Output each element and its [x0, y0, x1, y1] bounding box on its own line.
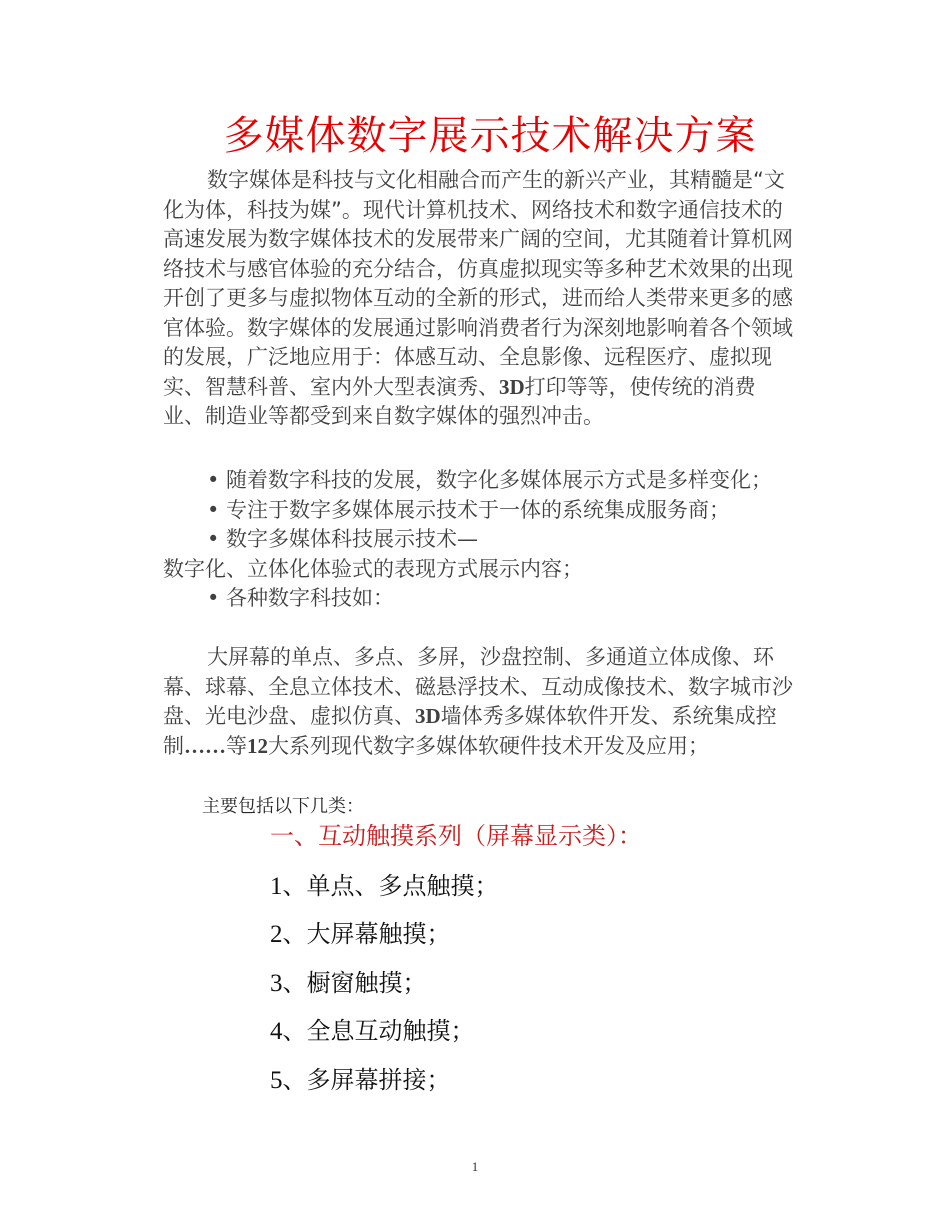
- list-item-text: 、多屏幕拼接；: [282, 1065, 451, 1094]
- bullet-item-3: • 数字多媒体科技展示技术—: [207, 527, 479, 551]
- bullet-item-1: • 随着数字科技的发展，数字化多媒体展示方式是多样变化；: [207, 468, 773, 492]
- tech-paragraph: [163, 643, 795, 761]
- list-item: [270, 1011, 499, 1059]
- list-item-text: 、大屏幕触摸；: [282, 920, 451, 949]
- bullet-item-2: • 专注于数字多媒体展示技术于一体的系统集成服务商；: [207, 497, 731, 522]
- sub-intro-line: 主要包括以下几类：: [202, 796, 364, 817]
- tech-text-part4: 大系列现代数字多媒体软硬件技术开发及应用；: [268, 733, 709, 758]
- list-item-number: 4: [270, 1018, 283, 1046]
- list-item-number: 2: [270, 921, 283, 949]
- list-item: [270, 914, 499, 962]
- bullet-list: [163, 466, 795, 614]
- tech-text-part3: 等: [226, 733, 247, 758]
- intro-text-part2: 打印等等，使传统的消费业、制造业等都受到来自数字媒体的强烈冲击。: [163, 374, 756, 428]
- list-item-number: 3: [270, 969, 283, 997]
- tech-text-part2: 墙体秀多媒体软件开发、系统集成控制: [163, 704, 777, 758]
- tech-text-part1: 大屏幕的单点、多点、多屏，沙盘控制、多通道立体成像、环幕、球幕、全息立体技术、磁悬浮技术、互动成像技术、数字城市沙盘、光电沙盘、虚拟仿真、: [163, 645, 793, 728]
- document-title: 多媒体数字展示技术解决方案: [223, 113, 757, 159]
- numbered-list: [270, 866, 499, 1108]
- bullet-item-3-continuation: 数字化、立体化体验式的表现方式展示内容；: [163, 556, 583, 581]
- list-item: [270, 963, 499, 1011]
- list-item: [270, 1060, 499, 1108]
- list-item-number: 1: [270, 873, 283, 900]
- intro-paragraph: [163, 166, 795, 432]
- list-item-text: 、单点、多点触摸；: [282, 872, 499, 900]
- list-item-text: 、橱窗触摸；: [282, 968, 427, 997]
- bullet-item-4: • 各种数字科技如：: [207, 586, 395, 610]
- section-heading: 一、互动触摸系列（屏幕显示类）：: [270, 822, 642, 850]
- list-item: [270, 866, 499, 914]
- tech-latin-12: 12: [247, 733, 268, 758]
- intro-latin-3d: 3D: [499, 374, 525, 399]
- page-number: 1: [471, 1159, 479, 1174]
- tech-latin-ellipsis: ……: [184, 733, 226, 758]
- intro-text-part1: 数字媒体是科技与文化相融合而产生的新兴产业，其精髓是“文化为体，科技为媒”。现代计算机技术、网络技术和数字通信技术的高速发展为数字媒体技术的发展带来广阔的空间，尤其随着计算机网络技术与感官体验的充分结合，仿真虚拟现实等多种艺术效果的出现开创了更多与虚拟物体互动的全新的形式，进而给人类带来更多的感官体验。数字媒体的发展通过影响消费者行为深刻地影响着各个领域的发展，广泛地应用于：体感互动、全息影像、远程医疗、虚拟现实、智慧科普、室内外大型表演秀、: [163, 168, 793, 399]
- list-item-text: 、全息互动触摸；: [282, 1017, 475, 1046]
- list-item-number: 5: [270, 1066, 283, 1094]
- tech-latin-3d: 3D: [415, 704, 441, 728]
